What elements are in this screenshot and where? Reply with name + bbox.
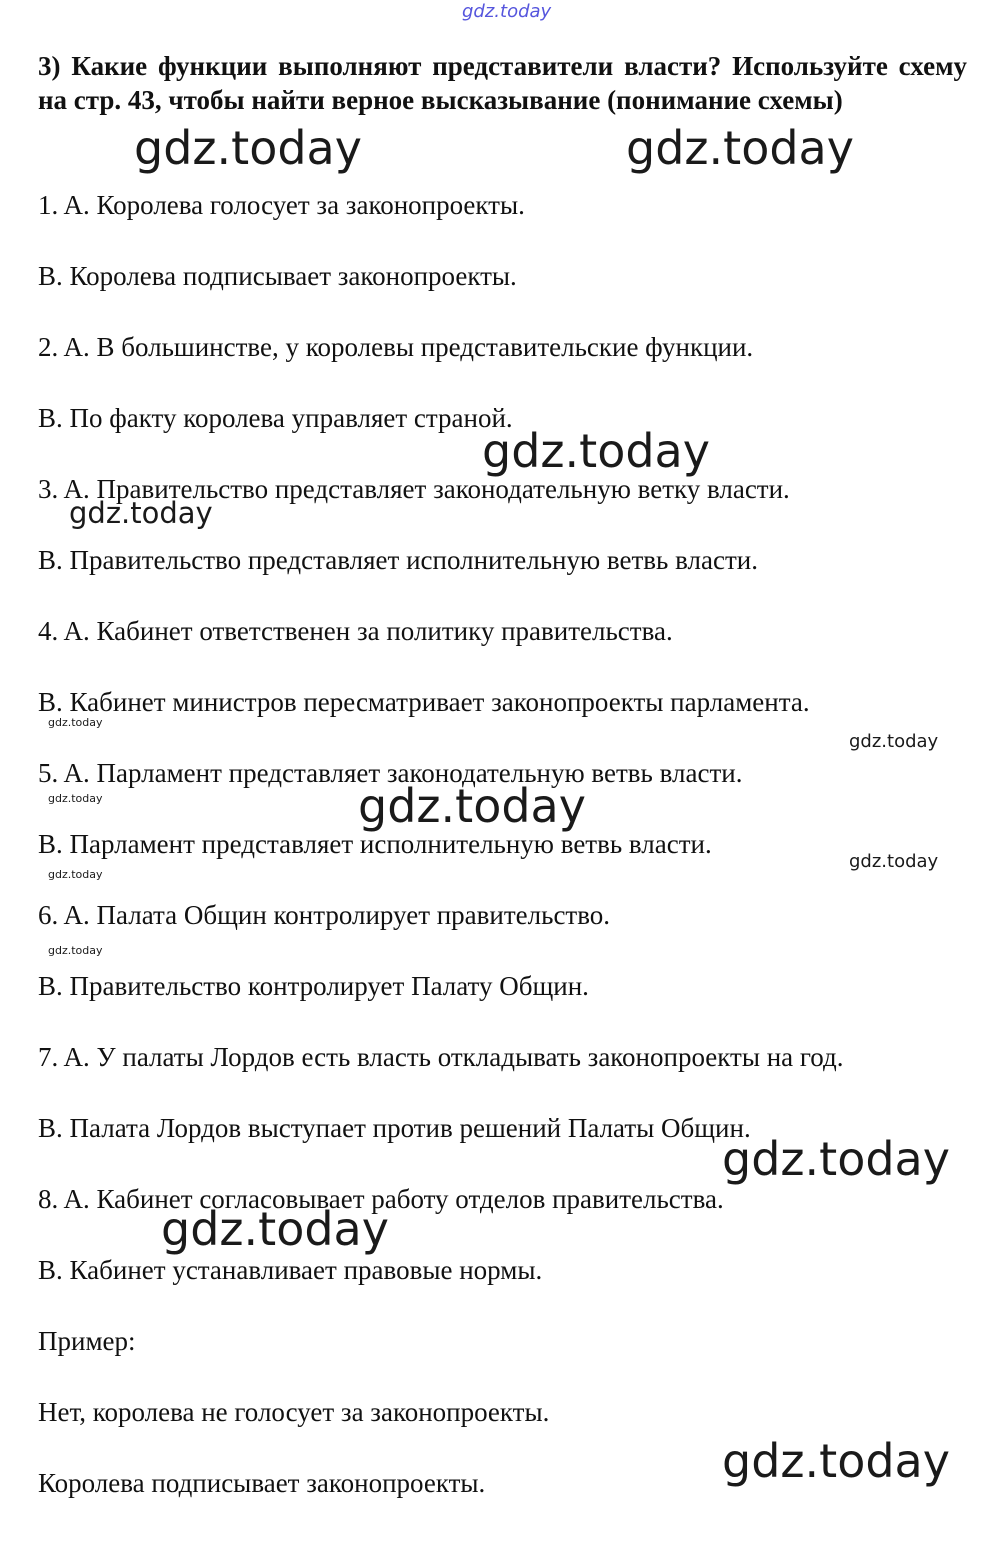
statement-8a: 8. A. Кабинет согласовывает работу отделов правительства. [38,1184,724,1214]
watermark: gdz.today [161,1202,389,1256]
statement-1a: 1. A. Королева голосует за законопроекты. [38,190,525,220]
watermark: gdz.today [48,716,103,729]
statement-2a: 2. A. В большинстве, у королевы представительские функции. [38,332,754,362]
statement-6b: B. Правительство контролирует Палату Общин. [38,971,589,1001]
example-line-1: Нет, королева не голосует за законопроекты. [38,1397,550,1427]
watermark: gdz.today [358,779,586,833]
watermark: gdz.today [48,792,103,805]
statement-5b: B. Парламент представляет исполнительную ветвь власти. [38,829,712,859]
statement-3a: 3. A. Правительство представляет законодательную ветку власти. [38,474,790,504]
statement-1b: B. Королева подписывает законопроекты. [38,261,517,291]
statement-5a: 5. A. Парламент представляет законодательную ветвь власти. [38,758,743,788]
watermark: gdz.today [849,851,939,872]
question-heading: 3) Какие функции выполняют представители власти? Используйте схему на стр. 43, чтобы найти верное высказывание (понимание схемы) [38,51,967,115]
statement-3b: B. Правительство представляет исполнительную ветвь власти. [38,545,758,575]
watermark: gdz.today [48,868,103,881]
statement-7a: 7. A. У палаты Лордов есть власть откладывать законопроекты на год. [38,1042,844,1072]
statement-6a: 6. A. Палата Общин контролирует правительство. [38,900,611,930]
watermark: gdz.today [849,731,939,752]
watermark: gdz.today [482,424,710,478]
watermark: gdz.today [722,1132,950,1186]
watermark: gdz.today [134,121,362,175]
statement-2b: B. По факту королева управляет страной. [38,403,513,433]
watermark: gdz.today [626,121,854,175]
example-label: Пример: [38,1326,136,1356]
example-line-2: Королева подписывает законопроекты. [38,1468,486,1498]
statement-8b: B. Кабинет устанавливает правовые нормы. [38,1255,543,1285]
statement-7b: B. Палата Лордов выступает против решений Палаты Общин. [38,1113,751,1143]
statement-4b: B. Кабинет министров пересматривает законопроекты парламента. [38,687,810,717]
statement-4a: 4. A. Кабинет ответственен за политику правительства. [38,616,673,646]
watermark-top: gdz.today [462,1,552,22]
watermark: gdz.today [69,496,213,530]
watermark: gdz.today [48,944,103,957]
watermark: gdz.today [722,1434,950,1488]
